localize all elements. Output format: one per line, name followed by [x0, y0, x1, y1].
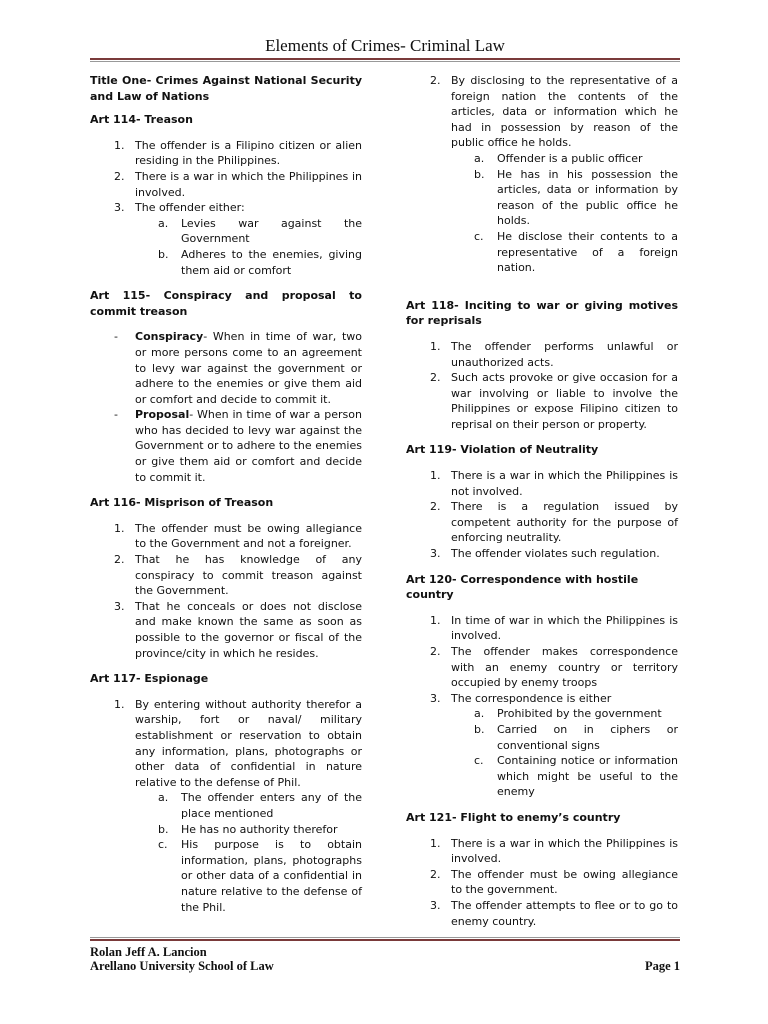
- right-column: [406, 73, 678, 929]
- list-item: 2. The offender makes correspondence with an enemy country or territory occupied by enemy troops: [430, 645, 678, 690]
- art-115-heading: Art 115- Conspiracy and proposal to commit treason: [90, 289, 362, 318]
- list-item: - Proposal- When in time of war a person who has decided to levy war against the Government or to adhere to the enemies or give them aid or comfort and decide to commit it.: [114, 408, 362, 484]
- sub-list-item: b. He has no authority therefor: [158, 822, 338, 836]
- sub-list-item: c. His purpose is to obtain information, plans, photographs or other data of a confidential in nature relative to the defense of the Phil.: [158, 838, 362, 914]
- sub-list-item: a. Offender is a public officer: [474, 151, 643, 165]
- header-divider: [90, 58, 680, 62]
- art-118-list: [406, 339, 678, 433]
- term-proposal: Proposal: [135, 408, 190, 422]
- art-119-heading: Art 119- Violation of Neutrality: [406, 443, 599, 457]
- list-item: 2. By disclosing to the representative of a foreign nation the contents of the articles, data or information which he had in possession by reason of the public office he holds.: [430, 74, 678, 150]
- list-item: 2. Such acts provoke or give occasion for a war involving or liable to involve the Philippines or expose Filipino citizen to reprisal on their person or property.: [430, 371, 678, 431]
- list-item: 3. The offender attempts to flee or to go to enemy country.: [430, 898, 678, 928]
- art-118-heading: Art 118- Inciting to war or giving motives for reprisals: [406, 298, 678, 328]
- list-item: 1. The offender is a Filipino citizen or alien residing in the Philippines.: [114, 138, 362, 168]
- art-117-heading: Art 117- Espionage: [90, 672, 209, 686]
- page-title: Elements of Crimes- Criminal Law: [265, 36, 505, 55]
- art-116-list: [90, 521, 362, 661]
- sub-list-item: c. Containing notice or information which might be useful to the enemy: [474, 754, 678, 799]
- footer-divider: [90, 937, 680, 941]
- art-117-continued-list: [406, 73, 678, 276]
- sub-list-item: b. He has in his possession the articles, data or information by reason of the public office he holds.: [474, 167, 678, 228]
- sub-list-item: c. He disclose their contents to a representative of a foreign nation.: [474, 229, 678, 275]
- art-119-list: [406, 468, 678, 562]
- list-item: 2. There is a regulation issued by competent authority for the purpose of enforcing neutrality.: [430, 500, 678, 545]
- footer-author: Rolan Jeff A. Lancion: [90, 945, 207, 959]
- list-item: 1. The offender performs unlawful or unauthorized acts.: [430, 339, 678, 369]
- art-120-heading: Art 120- Correspondence with hostile country: [406, 572, 639, 602]
- page-number: Page 1: [644, 959, 680, 973]
- art-114-list: [90, 138, 362, 278]
- art-121-heading: Art 121- Flight to enemy’s country: [406, 810, 621, 824]
- list-item: 1. By entering without authority therefor a warship, fort or naval/ military establishment or reservation to obtain any information, plans, photographs or other data of confidential in nature relative to the defense of Phil.: [114, 697, 362, 789]
- list-item: 1. In time of war in which the Philippines is involved.: [430, 613, 678, 643]
- title-heading: Title One- Crimes Against National Security and Law of Nations: [90, 74, 362, 103]
- list-item: 2. There is a war in which the Philippines in involved.: [114, 169, 362, 199]
- art-121-list: [406, 836, 678, 930]
- list-item: 2. The offender must be owing allegiance to the government.: [430, 867, 678, 897]
- art-115-list: [90, 329, 362, 485]
- list-item: 3. The correspondence is either: [430, 691, 612, 705]
- sub-list-item: a. Prohibited by the government: [474, 707, 662, 721]
- footer-school: Arellano University School of Law: [90, 959, 274, 973]
- list-item: 1. There is a war in which the Philippines is involved.: [430, 836, 678, 866]
- sub-list-item: b. Adheres to the enemies, giving them aid or comfort: [158, 247, 362, 277]
- sub-list-item: a. The offender enters any of the place mentioned: [158, 791, 362, 820]
- list-item: 1. The offender must be owing allegiance to the Government and not a foreigner.: [114, 521, 362, 551]
- list-item: 1. There is a war in which the Philippines is not involved.: [430, 469, 678, 498]
- sub-list-item: a. Levies war against the Government: [158, 216, 362, 246]
- term-conspiracy: Conspiracy: [135, 330, 204, 344]
- sub-list-item: b. Carried on in ciphers or conventional signs: [474, 722, 678, 752]
- list-item: 3. That he conceals or does not disclose and make known the same as soon as possible to the governor or fiscal of the province/city in which he resides.: [114, 599, 362, 660]
- list-item: 2. That he has knowledge of any conspiracy to commit treason against the Government.: [114, 553, 362, 598]
- art-116-heading: Art 116- Misprison of Treason: [90, 496, 274, 510]
- art-120-list: [406, 613, 678, 800]
- list-item: 3. The offender either:: [114, 201, 245, 215]
- art-114-heading: Art 114- Treason: [90, 113, 193, 127]
- left-column: [90, 73, 362, 915]
- page-footer: [90, 937, 680, 973]
- list-item: 3. The offender violates such regulation.: [430, 547, 660, 561]
- art-117-list: [90, 697, 362, 915]
- list-item: - Conspiracy- When in time of war, two or more persons come to an agreement to levy war against the government or adhere to the enemies or give them aid or comfort and decide to commit it.: [114, 330, 362, 406]
